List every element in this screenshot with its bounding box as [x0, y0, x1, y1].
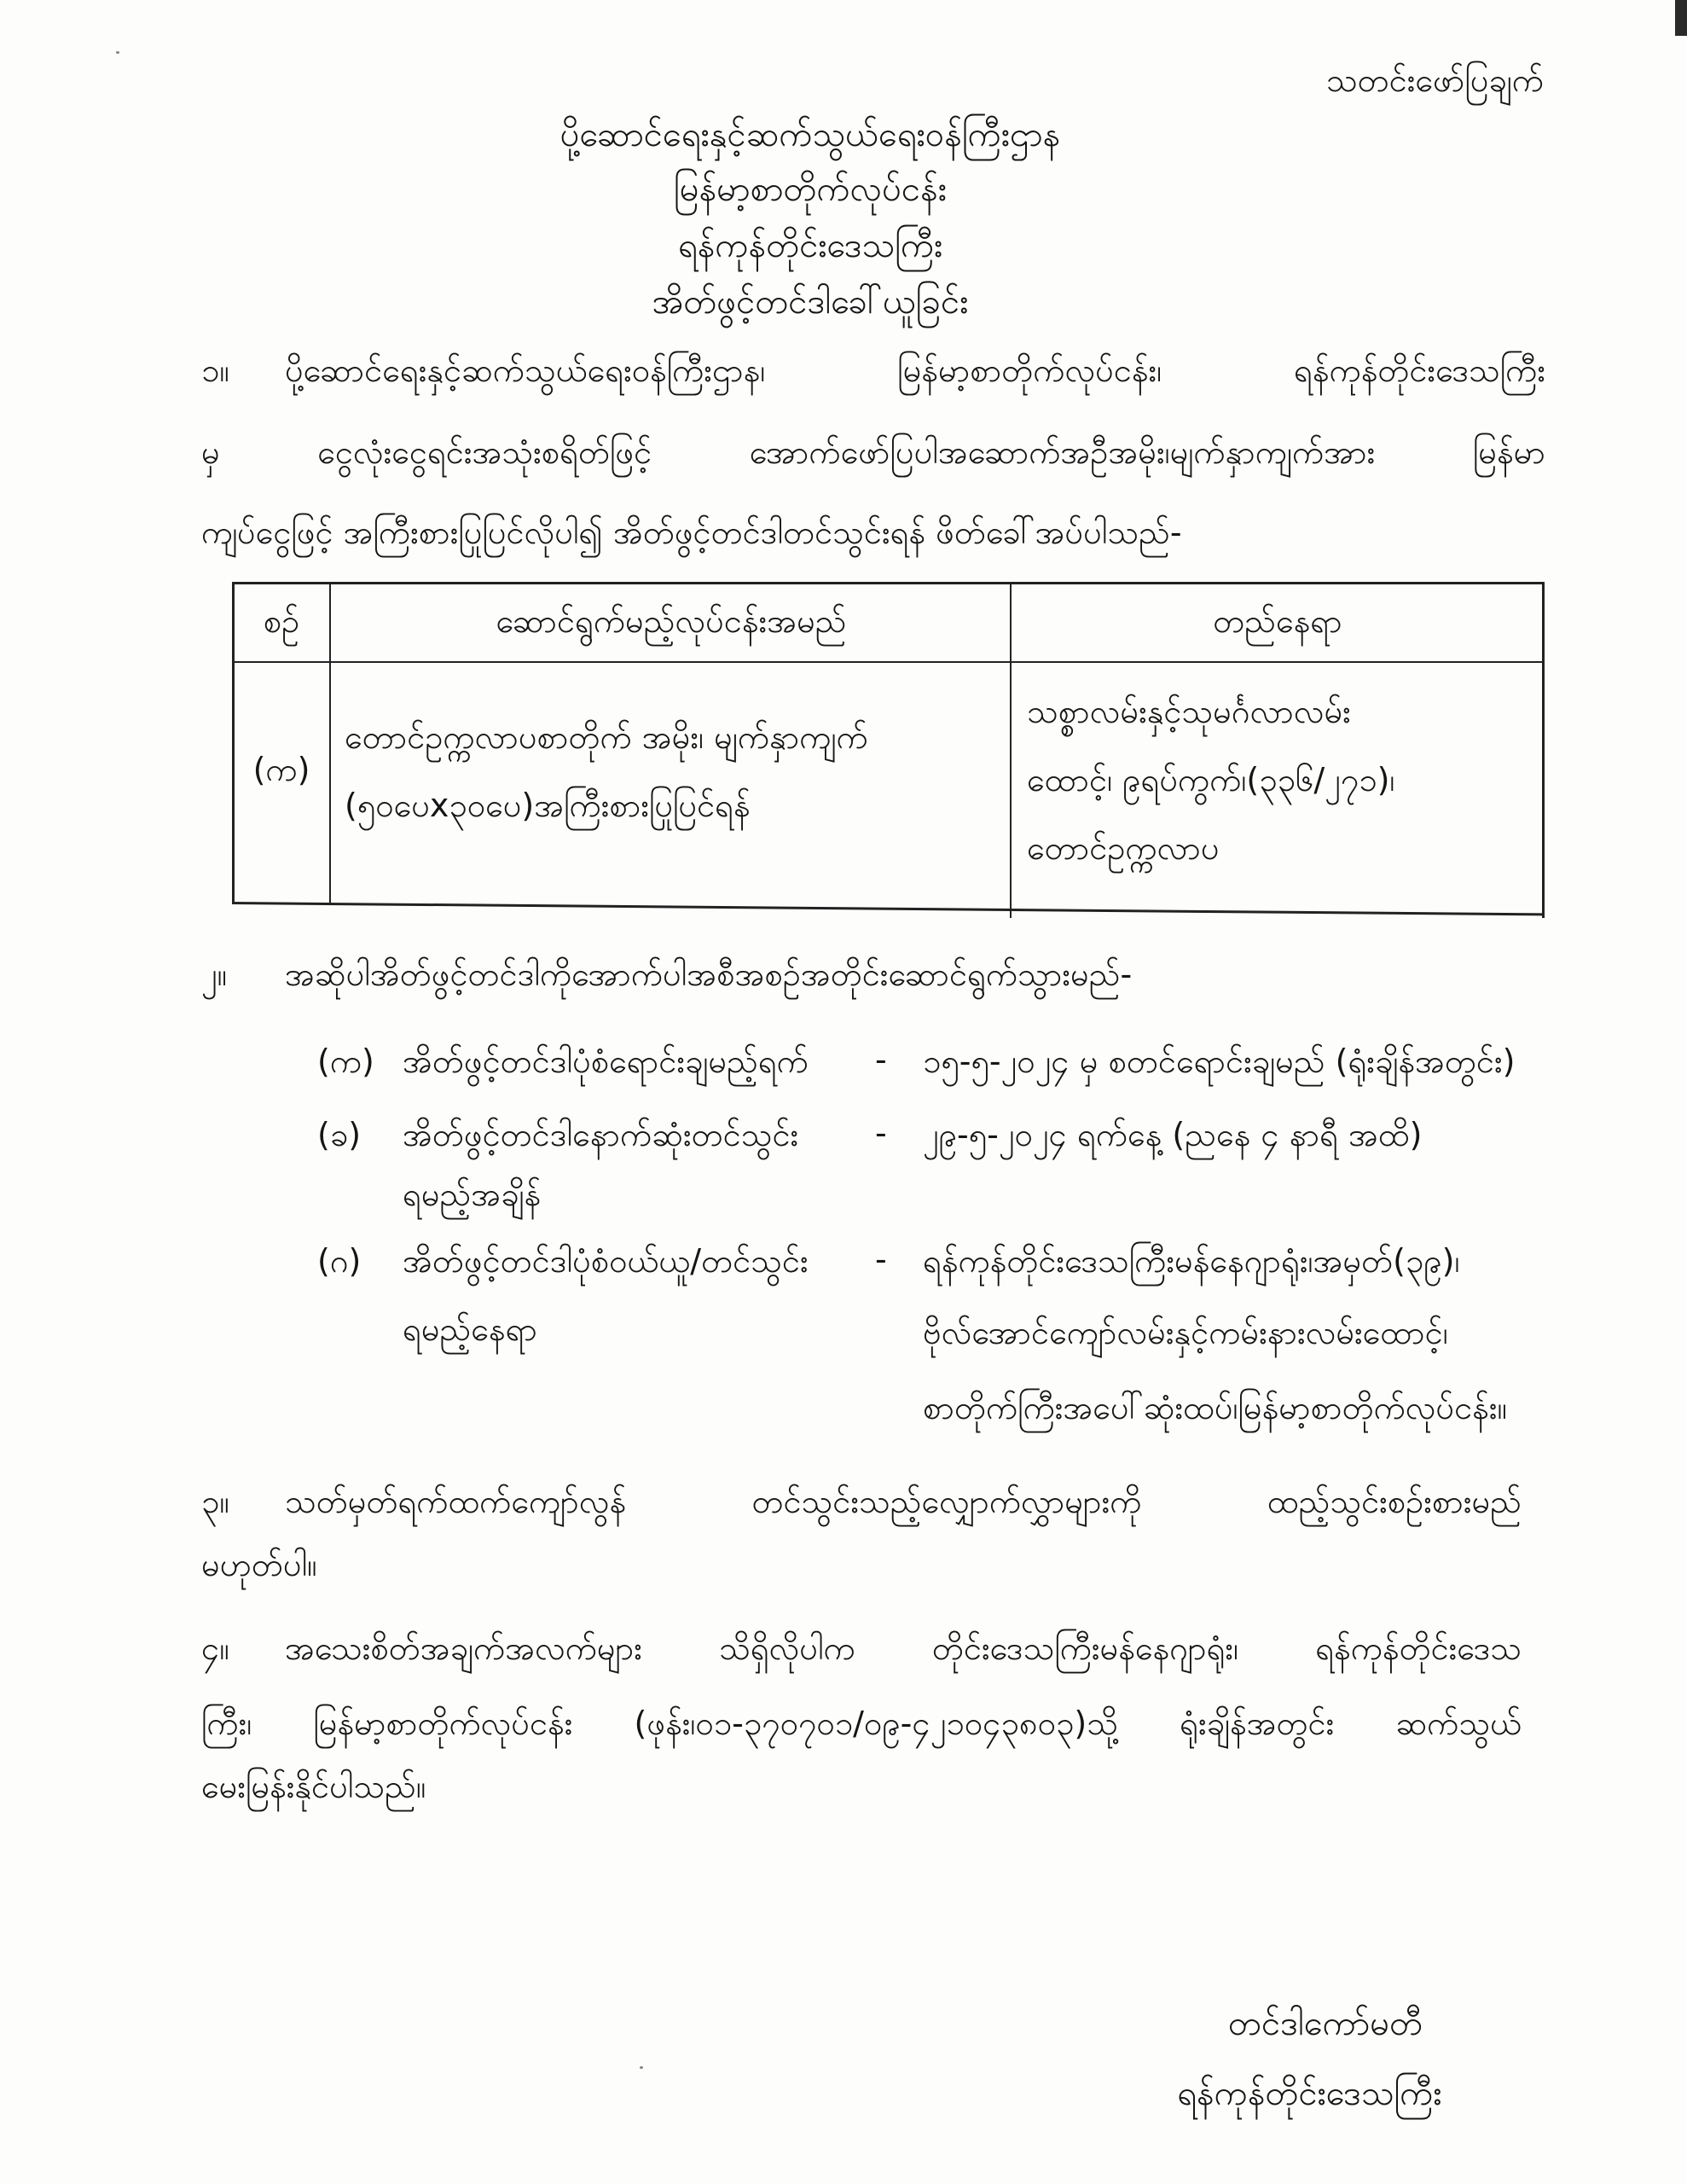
schedule-item-dash: - [875, 1240, 887, 1278]
schedule-item-dash: - [875, 1041, 887, 1078]
para1-line3: ကျပ်ငွေဖြင့် အကြီးစားပြုပြင်လိုပါ၍ အိတ်ဖွင့်တင်ဒါတင်သွင်းရန် ဖိတ်ခေါ်အပ်ပါသည်- [201, 514, 1182, 551]
para2-number: ၂။ [201, 956, 228, 993]
para4-number: ၄။ [201, 1629, 229, 1667]
schedule-item-label: (ဂ) [317, 1242, 362, 1280]
para1-line1: ပို့ဆောင်ရေးနှင့်ဆက်သွယ်ရေးဝန်ကြီးဌာန၊ မြန်မာ့စာတိုက်လုပ်ငန်း၊ ရန်ကုန်တိုင်းဒေသကြီး [285, 351, 1545, 389]
para1-number: ၁။ [201, 351, 229, 389]
schedule-item-value-cont: စာတိုက်ကြီးအပေါ်ဆုံးထပ်၊မြန်မာ့စာတိုက်လုပ်ငန်း။ [923, 1389, 1508, 1426]
schedule-item-value: ၁၅-၅-၂၀၂၄ မှ စတင်ရောင်းချမည် (ရုံးချိန်အတွင်း) [923, 1043, 1516, 1080]
notice-label: သတင်းဖော်ပြချက် [1325, 61, 1544, 99]
para4-line1: အသေးစိတ်အချက်အလက်များ သိရှိလိုပါက တိုင်းဒေသကြီးမန်နေဂျာရုံး၊ ရန်ကုန်တိုင်းဒေသ [285, 1629, 1522, 1667]
schedule-item-value: ၂၉-၅-၂၀၂၄ ရက်နေ့ (ညနေ ၄ နာရီ အထိ) [923, 1116, 1423, 1153]
scan-edge-mark [1675, 0, 1687, 36]
header-department: မြန်မာ့စာတိုက်လုပ်ငန်း [674, 170, 947, 209]
para3-number: ၃။ [201, 1483, 229, 1520]
schedule-item-value: ရန်ကုန်တိုင်းဒေသကြီးမန်နေဂျာရုံး၊အမှတ်(၃၉)၊ [923, 1242, 1460, 1280]
table-row-location-line1: သစ္စာလမ်းနှင့်သုမင်္ဂလာလမ်း [1027, 693, 1351, 730]
table-rule-left [232, 582, 235, 904]
works-table [232, 582, 1544, 921]
table-row-work-line1: တောင်ဥက္ကလာပစာတိုက် အမိုး၊ မျက်နှာကျက် [345, 718, 868, 756]
header-ministry: ပို့ဆောင်ရေးနှင့်ဆက်သွယ်ရေးဝန်ကြီးဌာန [559, 115, 1061, 154]
schedule-item-label: (ခ) [317, 1116, 362, 1153]
table-rule-right [1542, 582, 1545, 918]
table-row-location-line3: တောင်ဥက္ကလာပ [1027, 829, 1220, 867]
table-header-location: တည်နေရာ [1213, 602, 1342, 640]
signature-committee: တင်ဒါကော်မတီ [1228, 2004, 1423, 2043]
para3-line1: သတ်မှတ်ရက်ထက်ကျော်လွန် တင်သွင်းသည့်လျှောက်လွှာများကို ထည့်သွင်းစဉ်းစားမည် [285, 1483, 1522, 1520]
table-row-work-line2: (၅၀ပေx၃၀ပေ)အကြီးစားပြုပြင်ရန် [345, 787, 751, 824]
schedule-item-value-cont: ဗိုလ်အောင်ကျော်လမ်းနှင့်ကမ်းနားလမ်းထောင့်၊ [923, 1314, 1448, 1351]
table-row-no: (က) [252, 751, 310, 788]
page-title: အိတ်ဖွင့်တင်ဒါခေါ်ယူခြင်း [652, 282, 969, 322]
table-rule-top [232, 582, 1544, 584]
para1-line2: မှ ငွေလုံးငွေရင်းအသုံးစရိတ်ဖြင့် အောက်ဖော်ပြပါအဆောက်အဦအမိုး၊မျက်နှာကျက်အား မြန်မာ [201, 433, 1545, 471]
schedule-item-desc-cont: ရမည့်နေရာ [403, 1310, 538, 1348]
para2-text: အဆိုပါအိတ်ဖွင့်တင်ဒါကိုအောက်ပါအစီအစဉ်အတိုင်းဆောင်ရွက်သွားမည်- [285, 956, 1133, 993]
table-header-no: စဉ် [263, 602, 300, 640]
table-header-work: ဆောင်ရွက်မည့်လုပ်ငန်းအမည် [496, 602, 847, 640]
schedule-item-desc: အိတ်ဖွင့်တင်ဒါပုံစံဝယ်ယူ/တင်သွင်း [403, 1242, 809, 1280]
para4-line2: ကြီး၊ မြန်မာ့စာတိုက်လုပ်ငန်း (ဖုန်း၊၀၁-၃၇၀၇၀၁/၀၉-၄၂၁၀၄၃၈၀၃)သို့ ရုံးချိန်အတွင်း ဆက်သွယ် [201, 1705, 1522, 1742]
para3-line2: မဟုတ်ပါ။ [201, 1546, 317, 1583]
schedule-item-dash: - [875, 1114, 887, 1152]
scan-speck [116, 51, 119, 54]
table-rule-col1 [329, 582, 331, 904]
table-rule-col2 [1010, 582, 1012, 918]
table-rule-header [232, 661, 1544, 663]
para4-line3: မေးမြန်းနိုင်ပါသည်။ [201, 1768, 426, 1805]
table-row-location-line2: ထောင့်၊ ၉ရပ်ကွက်၊(၃၃၆/၂၇၁)၊ [1027, 761, 1395, 799]
schedule-item-desc: အိတ်ဖွင့်တင်ဒါပုံစံရောင်းချမည့်ရက် [403, 1043, 809, 1080]
signature-region: ရန်ကုန်တိုင်းဒေသကြီး [1177, 2074, 1442, 2113]
schedule-item-label: (က) [317, 1043, 374, 1080]
table-rule-bottom [232, 902, 1544, 915]
schedule-item-desc: အိတ်ဖွင့်တင်ဒါနောက်ဆုံးတင်သွင်း [403, 1116, 799, 1153]
scan-speck [640, 2066, 643, 2069]
header-region: ရန်ကုန်တိုင်းဒေသကြီး [677, 226, 943, 265]
schedule-item-desc-cont: ရမည့်အချိန် [403, 1176, 542, 1213]
